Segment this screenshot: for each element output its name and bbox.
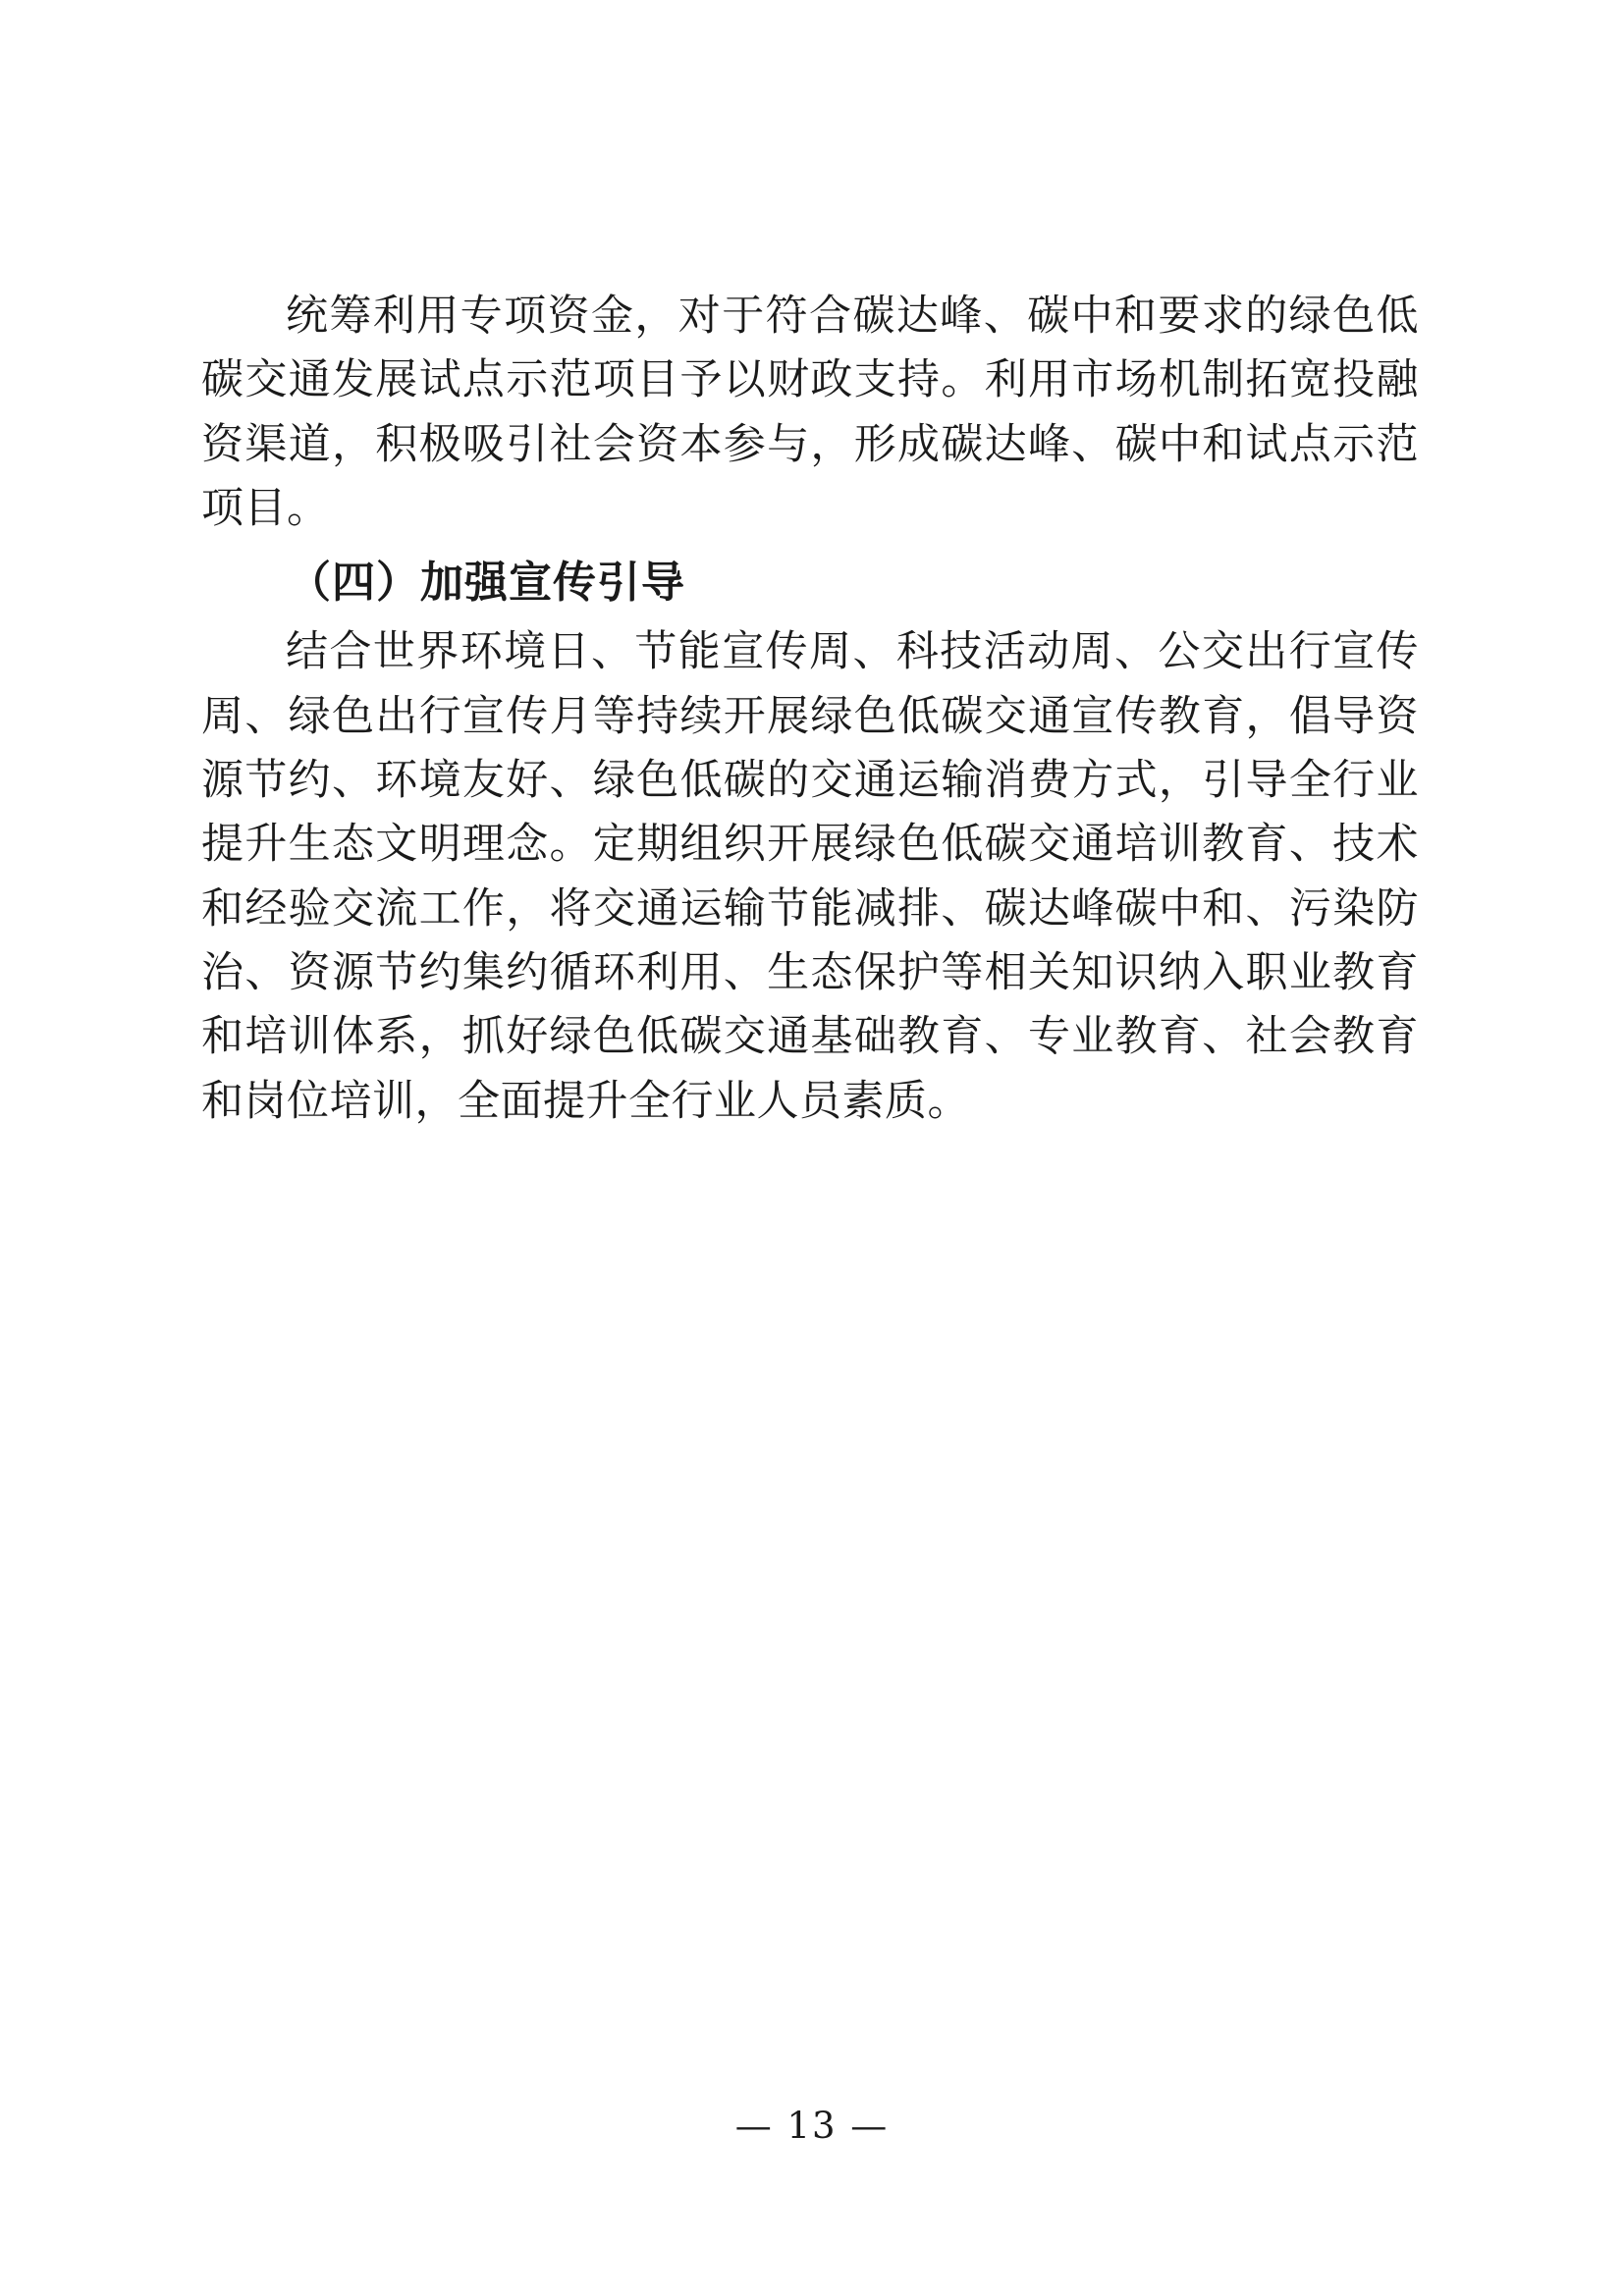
page-number: — 13 — <box>734 2105 890 2147</box>
paragraph-funding: 统筹利用专项资金，对于符合碳达峰、碳中和要求的绿色低碳交通发展试点示范项目予以财政支持。利用市场机制拓宽投融资渠道，积极吸引社会资本参与，形成碳达峰、碳中和试点示范项目。 <box>201 292 1419 534</box>
section-heading-publicity: （四）加强宣传引导 <box>288 558 685 609</box>
paragraph-publicity: 结合世界环境日、节能宣传周、科技活动周、公交出行宣传周、绿色出行宣传月等持续开展绿色低碳交通宣传教育，倡导资源节约、环境友好、绿色低碳的交通运输消费方式，引导全行业提升生态文明理念。定期组织开展绿色低碳交通培训教育、技术和经验交流工作，将交通运输节能减排、碳达峰碳中和、污染防治、资源节约集约循环利用、生态保护等相关知识纳入职业教育和培训体系，抓好绿色低碳交通基础教育、专业教育、社会教育和岗位培训，全面提升全行业人员素质。 <box>201 627 1419 1126</box>
page-content <box>201 285 1419 1136</box>
